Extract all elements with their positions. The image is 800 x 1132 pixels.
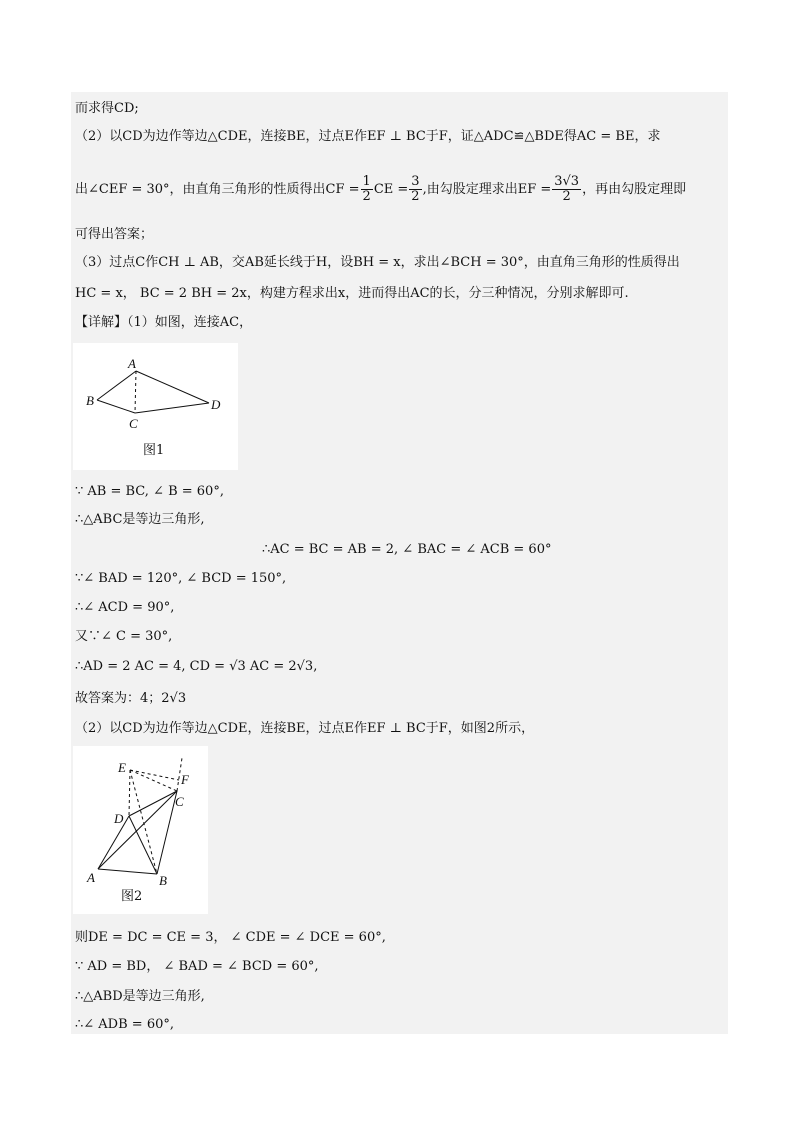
fraction-one-half (361, 175, 373, 204)
fig2-label-f: F (181, 772, 189, 787)
text-line-5: （3）过点C作CH ⊥ AB，交AB延长线于H，设BH = x，求出∠BCH = 30°，由直角三角形的性质得出 (75, 255, 680, 270)
text-line-2: （2）以CD为边作等边△CDE，连接BE，过点E作EF ⊥ BC于F，证△ADC≌△BDE得AC = BE，求 (75, 129, 661, 144)
fraction-numerator: 3 (411, 174, 420, 189)
text-line-17: 则DE = DC = CE = 3， ∠ CDE = ∠ DCE = 60°, (75, 930, 386, 945)
fraction-numerator: 1 (362, 174, 371, 189)
text-line-10: ∴AC = BC = AB = 2, ∠ BAC = ∠ ACB = 60° (262, 542, 552, 557)
text-line-13: 又∵∠ C = 30°, (75, 629, 173, 644)
text-line-4: 可得出答案； (75, 227, 154, 242)
text-line-8: ∵ AB = BC, ∠ B = 60°, (75, 484, 224, 499)
fraction-3root3-over-2 (552, 175, 581, 204)
fig2-caption: 图2 (121, 889, 143, 904)
text-line-16: （2）以CD为边作等边△CDE，连接BE，过点E作EF ⊥ BC于F，如图2所示， (75, 721, 535, 736)
fig2-label-b: B (159, 873, 167, 888)
figure-1 (73, 343, 238, 470)
fraction-denominator: 2 (411, 189, 420, 204)
text-line-3-part-c: ,由勾股定理求出EF = (422, 182, 552, 197)
text-line-20: ∴∠ ADB = 60°, (75, 1017, 174, 1032)
fig1-label-b: B (86, 393, 94, 408)
text-line-19: ∴△ABD是等边三角形, (75, 989, 205, 1004)
text-line-3-part-d: ，再由勾股定理即 (582, 182, 687, 197)
text-line-14: ∴AD = 2 AC = 4, CD = √3 AC = 2√3, (75, 659, 318, 674)
text-line-12: ∴∠ ACD = 90°, (75, 600, 175, 615)
text-line-6: HC = x， BC = 2 BH = 2x，构建方程求出x，进而得出AC的长，分三种情况，分别求解即可. (75, 286, 629, 301)
text-line-3-part-a: 出∠CEF = 30°，由直角三角形的性质得出CF = (75, 182, 360, 197)
figure-2 (73, 746, 208, 914)
fig1-label-d: D (211, 397, 221, 412)
fig1-caption: 图1 (143, 443, 165, 458)
text-line-9: ∴△ABC是等边三角形, (75, 512, 205, 527)
text-line-3 (75, 172, 686, 208)
fraction-denominator: 2 (562, 189, 571, 204)
fraction-denominator: 2 (362, 189, 371, 204)
text-line-7: 【详解】（1）如图，连接AC， (75, 315, 253, 330)
fraction-numerator: 3√3 (554, 174, 580, 189)
fig2-label-d: D (114, 811, 124, 826)
fig2-label-e: E (118, 760, 126, 775)
text-line-18: ∵ AD = BD， ∠ BAD = ∠ BCD = 60°, (75, 959, 319, 974)
text-line-15: 故答案为：4；2√3 (75, 691, 187, 706)
fig1-label-a: A (128, 356, 136, 371)
fig1-label-c: C (129, 416, 138, 431)
fig2-label-a: A (87, 870, 95, 885)
text-line-1: 而求得CD; (75, 101, 139, 116)
text-line-11: ∵∠ BAD = 120°, ∠ BCD = 150°, (75, 571, 287, 586)
fig2-label-c: C (175, 794, 184, 809)
text-line-3-part-b: CE = (373, 182, 409, 197)
fraction-three-halves (409, 175, 421, 204)
